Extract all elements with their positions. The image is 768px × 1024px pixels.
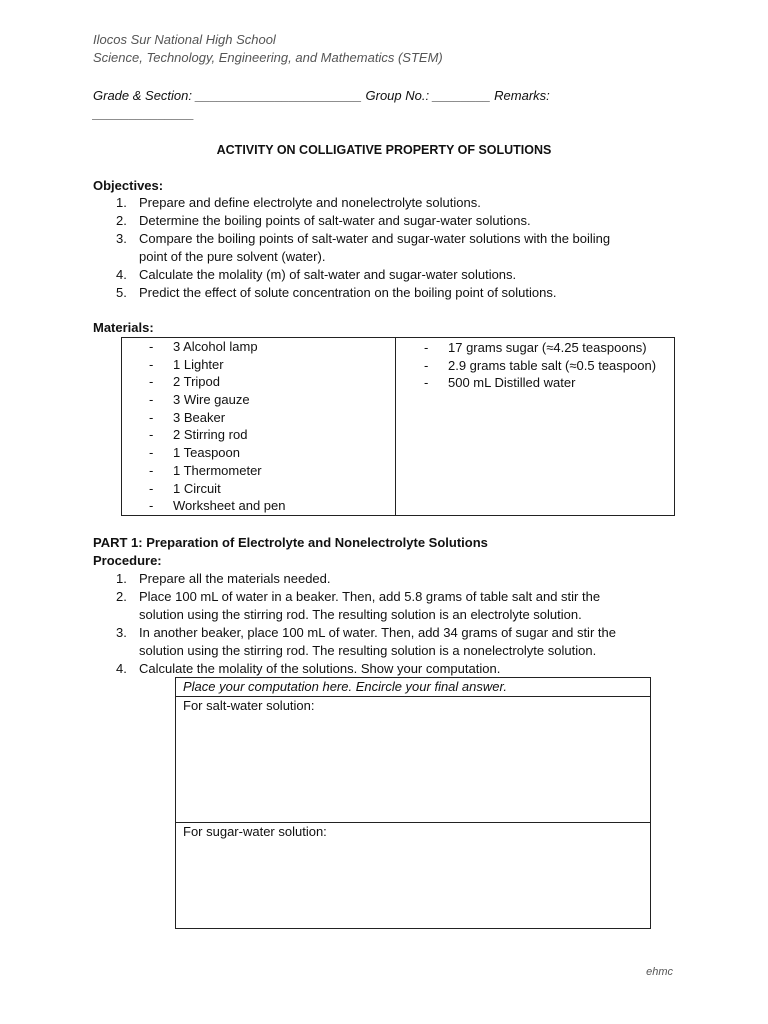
objectives-heading: Objectives: [93, 178, 164, 193]
computation-box [175, 677, 651, 929]
procedure-item: 3. In another beaker, place 100 mL of water. Then, add 34 grams of sugar and stir the solution using the stirring rod. The resulting solution is a nonelectrolyte solution. [116, 625, 616, 658]
objective-item: 1. Prepare and define electrolyte and nonelectrolyte solutions. [116, 195, 481, 210]
footer-initials: ehmc [646, 966, 673, 978]
computation-instruction: Place your computation here. Encircle your final answer. [183, 679, 507, 694]
activity-title: ACTIVITY ON COLLIGATIVE PROPERTY OF SOLUTIONS [216, 143, 552, 157]
school-name: Ilocos Sur National High School [93, 32, 276, 47]
objectives-list [93, 194, 693, 302]
remarks-continuation: ______________ [93, 106, 195, 121]
procedure-heading: Procedure: [93, 553, 162, 568]
program-name: Science, Technology, Engineering, and Mathematics (STEM) [93, 50, 443, 65]
computation-instruction-row [176, 678, 650, 697]
objective-item: 3. Compare the boiling points of salt-water and sugar-water solutions with the boiling point of the pure solvent (water). [116, 231, 611, 264]
objective-item: 4. Calculate the molality (m) of salt-water and sugar-water solutions. [116, 267, 517, 282]
procedure-item: 2. Place 100 mL of water in a beaker. Then, add 5.8 grams of table salt and stir the solution using the stirring rod. The resulting solution is an electrolyte solution. [116, 589, 601, 622]
sugar-water-label: For sugar-water solution: [183, 824, 327, 839]
salt-water-answer-area[interactable] [176, 697, 650, 823]
salt-water-label: For salt-water solution: [183, 698, 315, 713]
objective-item: 2. Determine the boiling points of salt-water and sugar-water solutions. [116, 213, 531, 228]
materials-heading: Materials: [93, 320, 154, 335]
materials-table: - 3 Alcohol lamp - 1 Lighter - 2 Tripod - 3 Wire gauze - 3 Beaker - 2 Stirring rod - 1 Teaspoon - 1 Thermometer - 1 Circuit - Worksheet and pen - 17 grams sugar (≈4.25 teaspoons) - 2.9 grams table salt (≈0.5 teaspoon) - 500 mL Distilled water [121, 337, 675, 516]
procedure-item: 1. Prepare all the materials needed. [116, 571, 331, 586]
procedure-item: 4. Calculate the molality of the solutions. Show your computation. [116, 661, 501, 676]
sugar-water-answer-area[interactable] [176, 823, 650, 928]
procedure-list [93, 570, 675, 678]
part1-heading: PART 1: Preparation of Electrolyte and Nonelectrolyte Solutions [93, 535, 488, 550]
objective-item: 5. Predict the effect of solute concentration on the boiling point of solutions. [116, 285, 557, 300]
materials-table-divider [395, 338, 396, 515]
grade-section-line: Grade & Section: _______________________ Group No.: ________ Remarks: [93, 88, 550, 103]
